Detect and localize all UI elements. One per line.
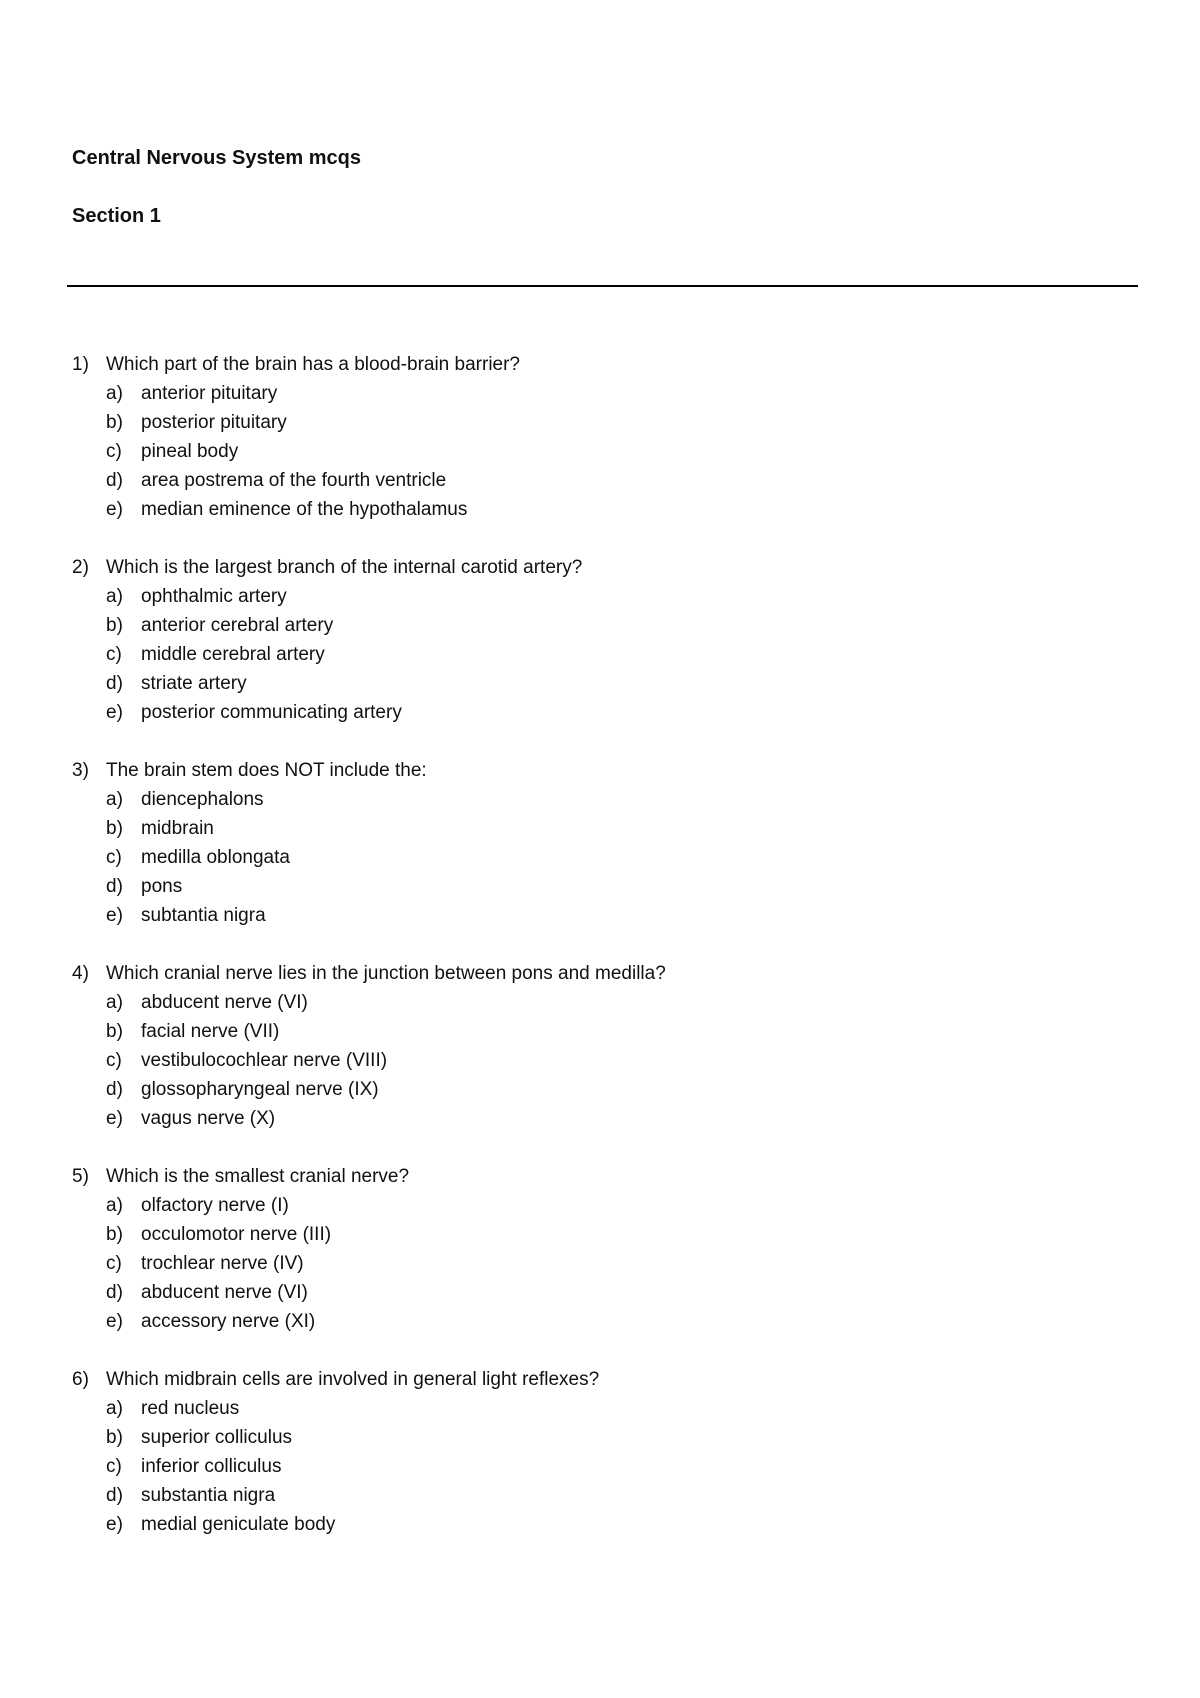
option-text: glossopharyngeal nerve (IX) [141,1079,379,1100]
question-item [0,553,1200,727]
option-letter: e) [106,702,123,723]
answer-option [0,582,1200,611]
answer-option [0,669,1200,698]
option-text: accessory nerve (XI) [141,1311,316,1332]
option-text: vestibulocochlear nerve (VIII) [141,1050,388,1071]
answer-option [0,495,1200,524]
answer-option [0,785,1200,814]
answer-option [0,466,1200,495]
option-letter: a) [106,586,123,607]
option-text: medilla oblongata [141,847,290,868]
option-letter: d) [106,470,123,491]
answer-option [0,1452,1200,1481]
option-letter: c) [106,1050,122,1071]
question-number: 6) [72,1369,89,1390]
option-letter: b) [106,1427,123,1448]
option-text: median eminence of the hypothalamus [141,499,468,520]
answer-option [0,1423,1200,1452]
option-letter: a) [106,789,123,810]
question-line [0,959,1200,988]
question-number: 2) [72,557,89,578]
document-title: Central Nervous System mcqs [72,147,362,169]
option-letter: b) [106,412,123,433]
question-item [0,350,1200,524]
answer-option [0,872,1200,901]
answer-option [0,814,1200,843]
option-letter: b) [106,818,123,839]
section-heading: Section 1 [72,205,161,227]
answer-option [0,1220,1200,1249]
option-text: medial geniculate body [141,1514,336,1535]
option-text: red nucleus [141,1398,240,1419]
option-text: superior colliculus [141,1427,293,1448]
question-line [0,553,1200,582]
option-letter: e) [106,905,123,926]
answer-option [0,611,1200,640]
option-letter: e) [106,1514,123,1535]
option-letter: e) [106,499,123,520]
option-text: pineal body [141,441,239,462]
answer-option [0,1394,1200,1423]
question-item [0,1365,1200,1539]
option-letter: d) [106,1079,123,1100]
option-letter: d) [106,673,123,694]
answer-options [0,1394,1200,1539]
option-letter: c) [106,847,122,868]
answer-option [0,1249,1200,1278]
option-letter: a) [106,1195,123,1216]
option-letter: a) [106,1398,123,1419]
question-item [0,1162,1200,1336]
option-text: inferior colliculus [141,1456,282,1477]
question-text: Which is the smallest cranial nerve? [106,1166,410,1187]
option-letter: c) [106,644,122,665]
option-letter: b) [106,1021,123,1042]
option-letter: d) [106,876,123,897]
question-line [0,1365,1200,1394]
option-text: occulomotor nerve (III) [141,1224,332,1245]
question-line [0,756,1200,785]
question-number: 5) [72,1166,89,1187]
option-text: trochlear nerve (IV) [141,1253,304,1274]
question-number: 3) [72,760,89,781]
option-text: olfactory nerve (I) [141,1195,289,1216]
option-letter: d) [106,1282,123,1303]
answer-option [0,988,1200,1017]
answer-option [0,1046,1200,1075]
question-item [0,959,1200,1133]
option-text: pons [141,876,183,897]
option-text: vagus nerve (X) [141,1108,276,1129]
question-text: Which midbrain cells are involved in general light reflexes? [106,1369,600,1390]
question-item [0,756,1200,930]
option-letter: c) [106,441,122,462]
option-text: middle cerebral artery [141,644,325,665]
answer-option [0,1307,1200,1336]
answer-option [0,640,1200,669]
option-letter: e) [106,1311,123,1332]
option-letter: c) [106,1253,122,1274]
option-letter: c) [106,1456,122,1477]
question-list [0,350,1200,1568]
answer-option [0,408,1200,437]
option-text: anterior pituitary [141,383,278,404]
option-text: striate artery [141,673,247,694]
answer-option [0,843,1200,872]
horizontal-rule [67,285,1138,287]
option-letter: a) [106,992,123,1013]
answer-option [0,1481,1200,1510]
answer-options [0,379,1200,524]
answer-options [0,785,1200,930]
answer-option [0,901,1200,930]
answer-options [0,988,1200,1133]
answer-options [0,582,1200,727]
answer-option [0,1510,1200,1539]
question-number: 1) [72,354,89,375]
option-letter: e) [106,1108,123,1129]
answer-option [0,1104,1200,1133]
option-letter: a) [106,383,123,404]
option-text: ophthalmic artery [141,586,287,607]
option-letter: d) [106,1485,123,1506]
answer-option [0,1075,1200,1104]
question-line [0,1162,1200,1191]
option-text: area postrema of the fourth ventricle [141,470,447,491]
question-number: 4) [72,963,89,984]
question-line [0,350,1200,379]
option-text: diencephalons [141,789,264,810]
answer-option [0,1278,1200,1307]
option-text: posterior pituitary [141,412,287,433]
option-text: substantia nigra [141,1485,276,1506]
option-text: abducent nerve (VI) [141,992,308,1013]
answer-option [0,1191,1200,1220]
question-text: Which is the largest branch of the internal carotid artery? [106,557,583,578]
answer-option [0,379,1200,408]
option-text: facial nerve (VII) [141,1021,280,1042]
option-text: subtantia nigra [141,905,266,926]
answer-options [0,1191,1200,1336]
answer-option [0,1017,1200,1046]
option-text: anterior cerebral artery [141,615,334,636]
option-text: posterior communicating artery [141,702,402,723]
option-text: abducent nerve (VI) [141,1282,308,1303]
question-text: Which cranial nerve lies in the junction between pons and medilla? [106,963,666,984]
option-letter: b) [106,615,123,636]
option-letter: b) [106,1224,123,1245]
option-text: midbrain [141,818,214,839]
answer-option [0,698,1200,727]
question-text: The brain stem does NOT include the: [106,760,427,781]
answer-option [0,437,1200,466]
question-text: Which part of the brain has a blood-brain barrier? [106,354,521,375]
